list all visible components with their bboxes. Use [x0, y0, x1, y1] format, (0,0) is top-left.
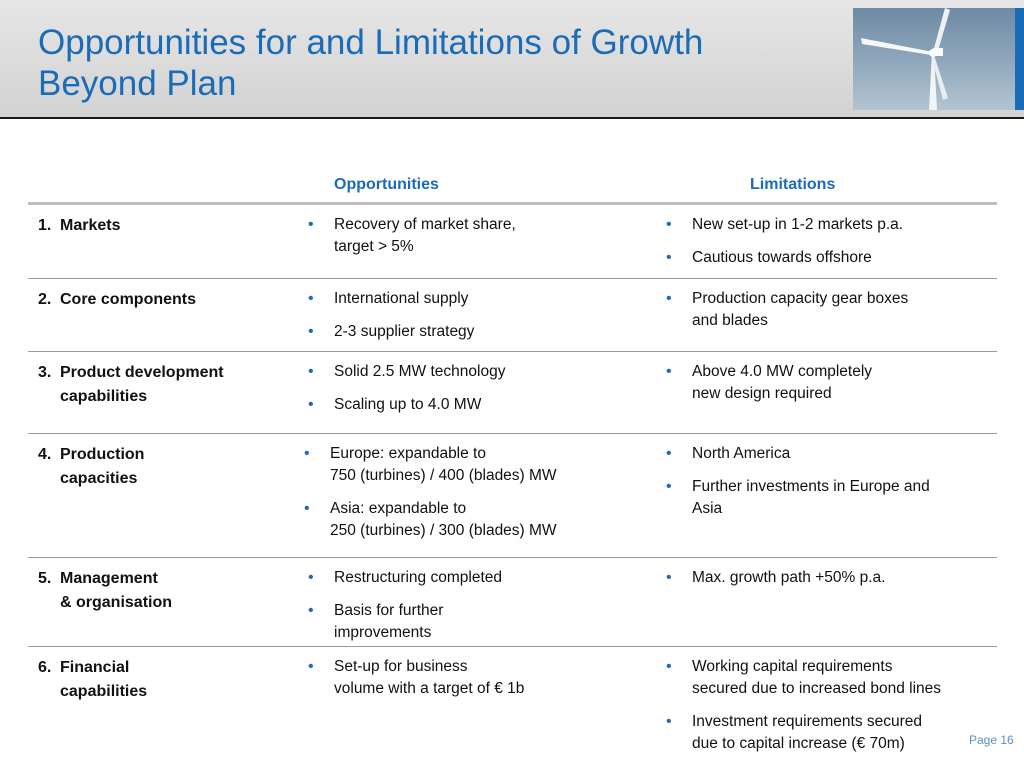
list-item: [306, 394, 646, 416]
list-item: [306, 361, 646, 383]
list-item: [664, 476, 994, 520]
bullet-icon: •: [666, 249, 672, 266]
row-label: [38, 288, 288, 312]
bullet-text: Scaling up to 4.0 MW: [334, 396, 482, 413]
bullet-text: Asia: expandable to: [330, 500, 467, 517]
bullet-icon: •: [308, 216, 314, 233]
bullet-icon: •: [308, 658, 314, 675]
bullet-text: Basis for further: [334, 602, 444, 619]
bullet-icon: •: [666, 290, 672, 307]
bullet-text: Cautious towards offshore: [692, 249, 872, 266]
bullet-icon: •: [308, 569, 314, 586]
bullet-text: improvements: [334, 624, 432, 641]
table-row: [28, 205, 997, 279]
header-accent-bar: [1015, 8, 1024, 110]
row-label-text: capabilities: [60, 683, 148, 700]
row-label-text: capacities: [60, 470, 138, 487]
row-label: [38, 567, 288, 615]
bullet-icon: •: [666, 445, 672, 462]
bullet-text: International supply: [334, 290, 469, 307]
bullet-text: new design required: [692, 385, 832, 402]
bullet-text: 250 (turbines) / 300 (blades) MW: [330, 522, 557, 539]
bullet-icon: •: [666, 569, 672, 586]
table-header-row: [28, 168, 997, 205]
row-label-text: capabilities: [60, 388, 148, 405]
row-number: 2.: [38, 291, 52, 308]
list-item: [306, 288, 646, 310]
limitations-cell: [664, 288, 994, 343]
bullet-text: Production capacity gear boxes: [692, 290, 909, 307]
bullet-text: Set-up for business: [334, 658, 468, 675]
opportunities-cell: [302, 443, 642, 553]
list-item: [306, 321, 646, 343]
list-item: [302, 443, 642, 487]
slide-header: [0, 0, 1024, 119]
table-row: [28, 558, 997, 647]
bullet-icon: •: [666, 478, 672, 495]
bullet-icon: •: [308, 323, 314, 340]
slide-title: [38, 22, 703, 104]
list-item: [664, 288, 994, 332]
opportunities-cell: [306, 361, 646, 427]
table-row: [28, 434, 997, 558]
bullet-text: Restructuring completed: [334, 569, 502, 586]
list-item: [306, 567, 646, 589]
table-row: [28, 647, 997, 757]
column-header-limitations: Limitations: [750, 176, 836, 193]
row-label: [38, 656, 288, 704]
bullet-icon: •: [666, 363, 672, 380]
row-label-text: Core components: [60, 291, 197, 308]
column-header-opportunities: Opportunities: [334, 176, 439, 193]
row-label-text: Management: [60, 570, 158, 587]
list-item: [664, 214, 994, 236]
opportunities-cell: [306, 656, 646, 711]
title-line-2: Beyond Plan: [38, 64, 237, 103]
row-number: 4.: [38, 446, 52, 463]
row-label-text: Markets: [60, 217, 121, 234]
bullet-text: 2-3 supplier strategy: [334, 323, 475, 340]
row-number: 5.: [38, 570, 52, 587]
bullet-text: Further investments in Europe and: [692, 478, 930, 495]
list-item: [664, 656, 994, 700]
bullet-text: Investment requirements secured: [692, 713, 923, 730]
bullet-text: Max. growth path +50% p.a.: [692, 569, 886, 586]
bullet-icon: •: [304, 445, 310, 462]
bullet-text: Asia: [692, 500, 723, 517]
row-label: [38, 361, 288, 409]
page-number: Page 16: [969, 733, 1014, 747]
title-line-1: Opportunities for and Limitations of Growth: [38, 23, 704, 62]
bullet-text: Solid 2.5 MW technology: [334, 363, 506, 380]
table-row: [28, 279, 997, 352]
row-label: [38, 214, 288, 238]
opportunities-cell: [306, 288, 646, 354]
bullet-icon: •: [666, 216, 672, 233]
bullet-text: Above 4.0 MW completely: [692, 363, 873, 380]
row-label: [38, 443, 288, 491]
list-item: [664, 361, 994, 405]
limitations-cell: [664, 656, 994, 766]
limitations-cell: [664, 361, 994, 416]
bullet-text: New set-up in 1-2 markets p.a.: [692, 216, 904, 233]
bullet-text: target > 5%: [334, 238, 414, 255]
bullet-icon: •: [308, 396, 314, 413]
bullet-text: volume with a target of € 1b: [334, 680, 525, 697]
bullet-text: Europe: expandable to: [330, 445, 486, 462]
opportunities-cell: [306, 567, 646, 655]
list-item: [664, 711, 994, 755]
list-item: [302, 498, 642, 542]
opportunities-cell: [306, 214, 646, 269]
list-item: [664, 567, 994, 589]
wind-turbine-photo: [853, 8, 1015, 110]
bullet-text: Working capital requirements: [692, 658, 893, 675]
bullet-text: secured due to increased bond lines: [692, 680, 942, 697]
bullet-text: 750 (turbines) / 400 (blades) MW: [330, 467, 557, 484]
row-number: 3.: [38, 364, 52, 381]
list-item: [306, 656, 646, 700]
bullet-icon: •: [666, 713, 672, 730]
wind-turbine-icon: [853, 8, 1015, 110]
bullet-icon: •: [666, 658, 672, 675]
list-item: [306, 214, 646, 258]
list-item: [306, 600, 646, 644]
bullet-icon: •: [304, 500, 310, 517]
limitations-cell: [664, 443, 994, 531]
row-label-text: Financial: [60, 659, 130, 676]
growth-table: [28, 168, 997, 757]
row-number: 6.: [38, 659, 52, 676]
bullet-icon: •: [308, 363, 314, 380]
bullet-text: and blades: [692, 312, 768, 329]
row-label-text: Production: [60, 446, 145, 463]
bullet-icon: •: [308, 602, 314, 619]
limitations-cell: [664, 214, 994, 280]
bullet-text: Recovery of market share,: [334, 216, 516, 233]
table-row: [28, 352, 997, 434]
row-label-text: & organisation: [60, 594, 173, 611]
row-label-text: Product development: [60, 364, 224, 381]
row-number: 1.: [38, 217, 52, 234]
list-item: [664, 443, 994, 465]
bullet-text: due to capital increase (€ 70m): [692, 735, 905, 752]
bullet-text: North America: [692, 445, 791, 462]
bullet-icon: •: [308, 290, 314, 307]
list-item: [664, 247, 994, 269]
limitations-cell: [664, 567, 994, 600]
